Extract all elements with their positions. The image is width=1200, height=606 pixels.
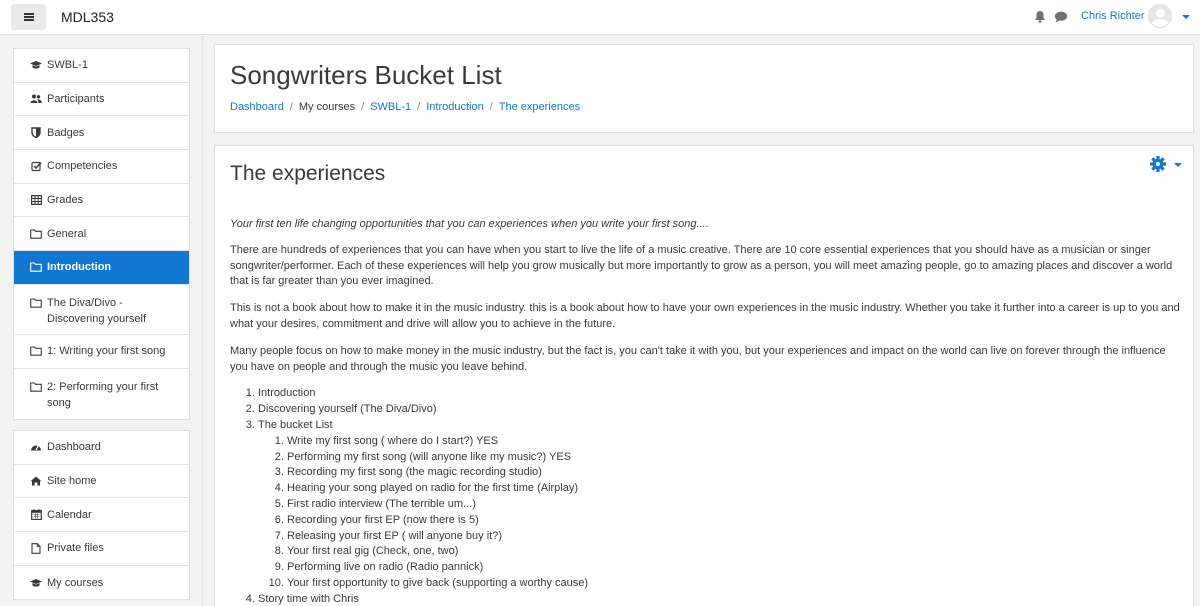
site-nav [13,430,190,600]
breadcrumb-separator: / [417,101,421,113]
list-item: 9. Performing live on radio (Radio pannick) [287,560,1180,576]
list-item: 10. Your first opportunity to give back (supporting a worthy cause) [287,576,1180,592]
shield-icon [30,127,42,139]
list-item: 4. Hearing your song played on radio for the first time (Airplay) [287,481,1180,497]
menu-icon [24,13,34,21]
menu-toggle-button[interactable] [11,4,46,30]
breadcrumb [230,101,580,113]
sidebar-item-label: Grades [47,194,84,207]
sidebar-item-swbl-1[interactable] [14,49,189,83]
folder-icon [30,261,42,273]
breadcrumb-introduction[interactable]: Introduction [426,101,484,113]
checkbox-icon [30,160,42,172]
site-name[interactable]: MDL353 [61,9,114,25]
sidebar-item-my-courses[interactable] [14,566,189,600]
sidebar-item-site-home[interactable] [14,465,189,499]
breadcrumb-swbl-1[interactable]: SWBL-1 [370,101,412,113]
dashboard-icon [30,441,42,453]
list-item: 6. Recording your first EP (now there is 5) [287,513,1180,529]
sidebar-item-label: Competencies [47,160,118,173]
file-icon [30,542,42,554]
list-item: 7. Releasing your first EP ( will anyone buy it?) [287,529,1180,545]
folder-icon [30,228,42,240]
sidebar-item-label: Participants [47,93,105,106]
nav-drawer [0,36,203,606]
chevron-down-icon[interactable] [1174,163,1182,167]
sidebar-item-label: SWBL-1 [47,59,88,72]
gear-icon[interactable] [1149,155,1167,173]
sidebar-item-label: Site home [47,475,97,488]
section-title: The experiences [230,162,386,185]
sidebar-item-label: General [47,227,87,240]
breadcrumb-separator: / [361,101,365,113]
list-item-text: Story time with Chris [258,592,359,605]
list-item: 3. Recording my first song (the magic recording studio) [287,465,1180,481]
list-item [258,386,1180,402]
sidebar-item-label: Dashboard [47,441,101,454]
intro-text: Your first ten life changing opportunities that you can experiences when you write your first song.... [230,218,709,230]
sidebar-item-competencies[interactable] [14,150,189,184]
outline-list [230,386,1180,606]
list-item-text: The bucket List [258,418,333,431]
home-icon [30,475,42,487]
sidebar-item-grades[interactable] [14,184,189,218]
sidebar-item-introduction[interactable] [14,251,189,285]
list-item [258,402,1180,418]
user-name[interactable]: Chris Richter [1081,10,1145,22]
breadcrumb-the-experiences[interactable]: The experiences [498,101,581,113]
list-item: 1. Write my first song ( where do I start?) YES [287,434,1180,450]
sidebar-item-label: Private files [47,542,104,555]
list-item-text: Discovering yourself (The Diva/Divo) [258,403,437,416]
sidebar-item-label: Introduction [47,261,112,274]
sidebar-item-calendar[interactable] [14,498,189,532]
calendar-icon [30,509,42,521]
paragraph: This is not a book about how to make it in the music industry. this is a book about how to have your own experiences in the music industry. Whether you take it further into a career is up to you and what your desires, commitment and drive will allow you to achieve in the future. [230,302,1180,330]
list-item: 5. First radio interview (The terrible um...) [287,497,1180,513]
paragraph: Many people focus on how to make money in the music industry, but the fact is, you can't take it with you, but your experiences and impact on the world can live on forever through the influence you have on people and through the music you leave behind. [230,344,1166,373]
sidebar-item-label: Calendar [47,508,92,521]
folder-icon [30,297,42,309]
course-nav [13,48,190,420]
bucket-list [258,434,1180,592]
sidebar-item-label: My courses [47,576,104,589]
sidebar-item-participants[interactable] [14,83,189,117]
chat-icon[interactable] [1054,11,1068,23]
list-item-text: Introduction [258,387,316,400]
bell-icon[interactable] [1034,10,1046,23]
page-header [214,44,1194,133]
sidebar-item-performing-first-song[interactable] [14,369,189,419]
sidebar-item-general[interactable] [14,217,189,251]
sidebar-item-dashboard[interactable] [14,431,189,465]
table-icon [30,194,42,206]
list-item: 2. Performing my first song (will anyone like my music?) YES [287,450,1180,466]
sidebar-item-badges[interactable] [14,116,189,150]
sidebar-item-private-files[interactable] [14,532,189,566]
sidebar-item-label: 2: Performing your first song [47,380,159,409]
main-content [214,145,1194,606]
top-navbar [0,0,1200,35]
breadcrumb-separator: / [489,101,493,113]
page-content [230,217,1180,606]
list-item: 8. Your first real gig (Check, one, two) [287,544,1180,560]
folder-icon [30,381,42,393]
chevron-down-icon[interactable] [1182,15,1190,19]
breadcrumb-separator: / [289,101,293,113]
breadcrumb-my-courses: My courses [298,101,356,113]
folder-icon [30,345,42,357]
sidebar-item-label: 1: Writing your first song [47,345,166,358]
sidebar-item-writing-first-song[interactable] [14,335,189,369]
graduation-cap-icon [30,59,42,71]
users-icon [30,93,42,105]
page-title: Songwriters Bucket List [230,60,502,90]
sidebar-item-label: The Diva/Divo - Discovering yourself [47,296,147,325]
sidebar-item-diva-divo[interactable] [14,285,189,335]
graduation-cap-icon [30,577,42,589]
list-item [258,592,1180,606]
paragraph: There are hundreds of experiences that you can have when you start to live the life of a music creative. There are 10 core essential experiences that you should have as a musician or singer songwriter/performer. Each of these experiences will help you grow musically but more importantly to grow as a person, you will meet amazing people, go to amazing places and discover a world that is far greater than you ever imagined. [230,243,1173,288]
breadcrumb-dashboard[interactable]: Dashboard [230,101,284,113]
avatar[interactable] [1148,4,1172,28]
sidebar-item-label: Badges [47,126,85,139]
list-item [258,418,1180,592]
